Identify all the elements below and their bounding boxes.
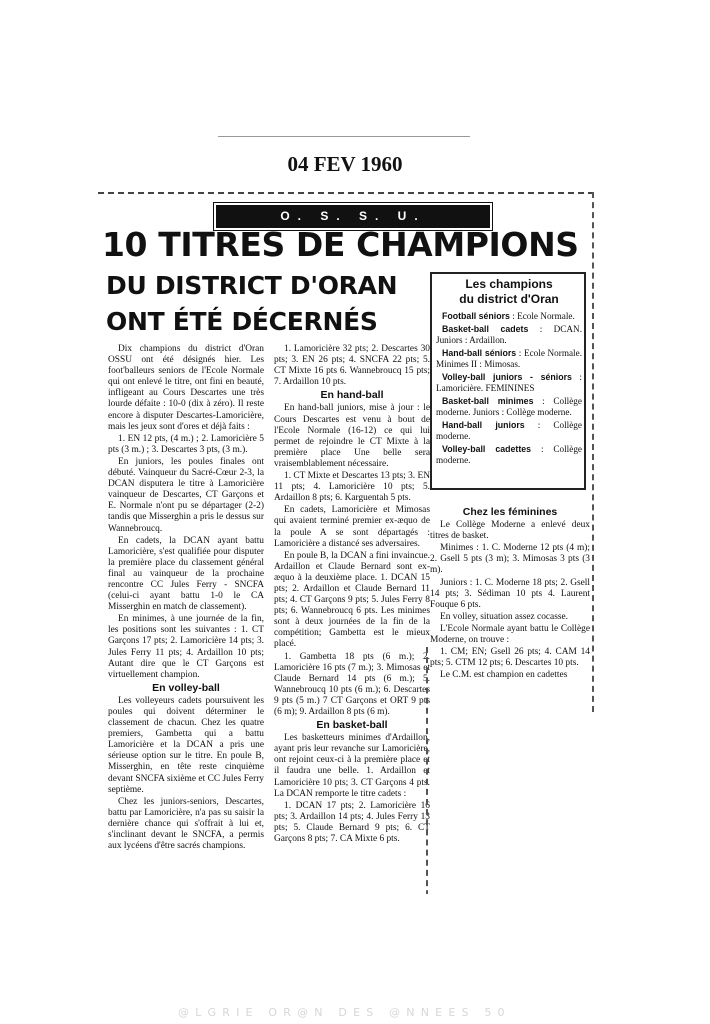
- article-column-3: [430, 505, 590, 682]
- champion-category: Volley-ball juniors - séniors: [442, 372, 572, 382]
- paragraph: 1. EN 12 pts, (4 m.) ; 2. Lamoricière 5 pts (3 m.) ; 3. Descartes 3 pts, (3 m.).: [108, 433, 264, 455]
- champions-box-title: [436, 277, 582, 307]
- paragraph: En poule B, la DCAN a fini invaincue. Ardaillon et Claude Bernard sont ex-æquo à la deuxième place. 1. DCAN 15 pts; 2. Ardaillon et Claude Bernard 11 pts; 4. CT Garçons 9 pts; 5. Jules Ferry 8 pts; 6. Wannebroucq 6 pts. Les minimes sont à deux journées de la fin de la compétition; Gambetta est le mieux placé.: [274, 550, 430, 650]
- paragraph: 1. CT Mixte et Descartes 13 pts; 3. EN 11 pts; 4. Lamoricière 10 pts; 5. Ardaillon 8 pts; 6. Karguentah 5 pts.: [274, 471, 430, 504]
- champion-entry: [436, 311, 582, 322]
- subheading-hand-ball: En hand-ball: [320, 389, 384, 402]
- paragraph: En volley, situation assez cocasse.: [440, 611, 568, 622]
- paragraph: En cadets, Lamoricière et Mimosas qui avaient terminé premier ex-æquo de la poule A se sont départagés : Lamoricière a distancé ses adversaires.: [274, 505, 430, 549]
- top-rule: [218, 136, 470, 137]
- article-column-2: [274, 344, 430, 846]
- paragraph: 1. CM; EN; Gsell 26 pts; 4. CAM 14 pts; 5. CTM 12 pts; 6. Descartes 10 pts.: [430, 647, 590, 669]
- subheading-basket-ball: En basket-ball: [316, 719, 388, 732]
- paragraph: 1. Gambetta 18 pts (6 m.); 2. Lamoricière 16 pts (7 m.); 3. Mimosas et Claude Bernard 14 pts (6 m.); 5. Wannebroucq 10 pts (6 m.); 6. Descartes 9 pts (5 m.) 7 CT Garçons et ORT 9 pts (6 m); 9. Ardaillon 8 pts (6 m).: [274, 651, 430, 717]
- champion-text: : Lamoricière. FEMININES: [436, 372, 582, 393]
- champion-text: : Ecole Normale.: [509, 311, 575, 321]
- champion-entry: [436, 372, 582, 394]
- paragraph: Le C.M. est champion en cadettes: [440, 670, 568, 681]
- clipping-right-border: [592, 192, 594, 712]
- champion-text: : DCAN. Juniors : Ardaillon.: [436, 324, 582, 345]
- champion-text: : Collège moderne. Juniors : Collège moderne.: [436, 396, 582, 417]
- champion-category: Hand-ball séniors: [442, 348, 517, 358]
- champion-entry: [436, 348, 582, 370]
- headline-line-2: DU DISTRICT D'ORAN: [106, 271, 398, 300]
- champions-box-title-1: Les champions: [465, 277, 553, 291]
- newspaper-clipping: [98, 192, 594, 894]
- paragraph: En minimes, à une journée de la fin, les positions sont les suivantes : 1. CT Garçons 17 pts; 2. Lamoricière 14 pts; 3. Jules Ferry 11 pts; 4. Ardaillon 10 pts; Autant dire que le CT Garçons est virtuellement champion.: [108, 614, 264, 680]
- champion-text: : Ecole Normale. Minimes II : Mimosas.: [436, 348, 582, 369]
- champion-category: Hand-ball juniors: [442, 420, 525, 430]
- paragraph: Les basketteurs minimes d'Ardaillon, ayant pris leur revanche sur Lamoricière, ont rejoint ceux-ci à la première place et il faudra une belle. 1. Ardaillon et Lamoricière 10 pts; 3. CT Garçons 4 pts. La DCAN remporte le titre cadets :: [274, 733, 430, 799]
- paragraph: En cadets, la DCAN ayant battu Lamoricière, s'est qualifiée pour disputer la première place du classement général final au vainqueur de la prochaine rencontre CC Jules Ferry - SNCFA (celui-ci ayant battu 1-0 le CA Misserghin en match de classement).: [108, 535, 264, 613]
- champion-category: Football séniors: [442, 311, 510, 321]
- paragraph: Chez les juniors-seniors, Descartes, battu par Lamoricière, n'a pas su saisir la dernière chance qui s'offrait à lui et, s'inclinant devant le SNCFA, a permis aux lycéens d'être sacrés champions.: [108, 796, 264, 852]
- paragraph: 1. DCAN 17 pts; 2. Lamoricière 16 pts; 3. Ardaillon 14 pts; 4. Jules Ferry 13 pts; 5. Claude Bernard 9 pts; 6. CT Garçons 8 pts; 7. CA Mixte 6 pts.: [274, 800, 430, 845]
- paragraph: En hand-ball juniors, mise à jour : le Cours Descartes est venu à bout de l'Ecole Normale (16-12) ce qui lui permet de rejoindre le CT Mixte à la première place Une belle sera vraisemblablement nécessaire.: [274, 403, 430, 469]
- paragraph: Dix champions du district d'Oran OSSU ont été désignés hier. Les foot'balleurs seniors de l'Ecole Normale qui ont enlevé le titre, ont fini en beauté, infligeant au Cours Descartes une très lourde défaite : 10-0 (dix à zéro). Il reste encore à disputer Descartes-Lamoricière, mais les jeux sont d'ores et déjà faits :: [108, 344, 264, 432]
- column-divider: [426, 647, 428, 894]
- champion-text: : Collège moderne.: [436, 444, 582, 465]
- subheading-feminines: Chez les féminines: [462, 506, 558, 518]
- article-column-1: [108, 344, 264, 853]
- champion-category: Basket-ball cadets: [442, 324, 529, 334]
- paragraph: Minimes : 1. C. Moderne 12 pts (4 m); 2. Gsell 5 pts (3 m); 3. Mimosas 3 pts (3 m).: [430, 543, 590, 576]
- subheading-volley-ball: En volley-ball: [152, 681, 220, 694]
- champion-entry: [436, 444, 582, 466]
- paragraph: 1. Lamoricière 32 pts; 2. Descartes 30 pts; 3. EN 26 pts; 4. SNCFA 22 pts; 5. CT Mixte 16 pts 6. Wannebroucq 15 pts; 7. Ardaillon 10 pts.: [274, 344, 430, 388]
- champion-entry: [436, 324, 582, 346]
- paragraph: En juniors, les poules finales ont débuté. Vainqueur du Sacré-Cœur 2-3, la DCAN disputera le titre à Lamoricière vainqueur de Descartes, CT Garçons et E. Normale n'ont pu se départager (2-2) tandis que Misserghin a pris le dessus sur Wannebroucq.: [108, 456, 264, 534]
- champion-entry: [436, 420, 582, 442]
- paragraph: Juniors : 1. C. Moderne 18 pts; 2. Gsell 14 pts; 3. Sédiman 10 pts 4. Laurent Fouque 6 pts.: [430, 577, 590, 610]
- paragraph: Les volleyeurs cadets poursuivent les poules qui doivent déterminer le classement de chacun. Chez les quatre premiers, Gambetta qui a battu Lamoricière et la DCAN a pris une sérieuse option sur le titre. En poule B, Misserghin, en tête reste cinquième devant SNCFA sixième et CC Jules Ferry septième.: [108, 695, 264, 795]
- paragraph: L'Ecole Normale ayant battu le Collège Moderne, on trouve :: [430, 623, 590, 646]
- clipping-date: 04 FEV 1960: [287, 152, 403, 176]
- champion-text: : Collège moderne.: [436, 420, 582, 441]
- headline-line-3: ONT ÉTÉ DÉCERNÉS: [106, 307, 378, 336]
- champion-entry: [436, 396, 582, 418]
- champion-category: Volley-ball cadettes: [442, 444, 532, 454]
- paragraph: Le Collège Moderne a enlevé deux titres de basket.: [430, 520, 590, 542]
- clipping-top-border: [98, 192, 594, 194]
- ossu-banner: O. S. S. U.: [216, 205, 490, 228]
- watermark: @LGRIE OR@N DES @NNEES 50: [178, 1006, 511, 1019]
- headline-line-1: 10 TITRES DE CHAMPIONS: [102, 225, 579, 264]
- champions-box-title-2: du district d'Oran: [459, 292, 559, 306]
- champions-box: [430, 272, 586, 490]
- champion-category: Basket-ball minimes: [442, 396, 534, 406]
